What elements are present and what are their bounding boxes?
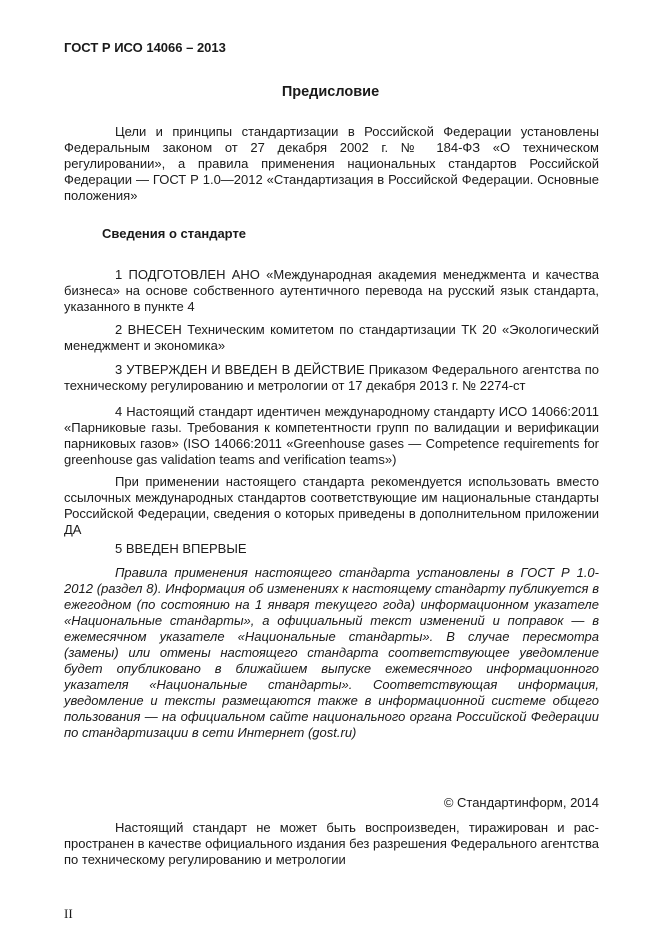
info-note: При применении настоящего стандарта рекомендуется использовать вместо ссылочных международных стандартов соответствующие им национальные стандарты Российской Федерации, сведения о которых приведены в дополнительном приложении ДА (64, 474, 599, 537)
standard-code-header: ГОСТ Р ИСО 14066 – 2013 (64, 40, 226, 55)
info-item-5: 5 ВВЕДЕН ВПЕРВЫЕ (115, 541, 247, 556)
info-item-1: 1 ПОДГОТОВЛЕН АНО «Международная академия менеджмента и качества бизнеса» на основе собственного аутентичного перевода на русский язык стандарта, указанного в пункте 4 (64, 267, 599, 314)
info-heading: Сведения о стандарте (102, 226, 247, 241)
info-item-4: 4 Настоящий стандарт идентичен международному стандарту ИСО 14066:2011 «Парниковые газы. Требования к компетентности групп по валидации и верификации парниковых газов» (ISO 14066:2011 «Greenhouse gases — Competence requirements for greenhouse gas validation teams and verification teams») (64, 404, 599, 467)
reproduction-notice: Настоящий стандарт не может быть воспроизведен, тиражирован и рас-пространен в качестве официального издания без разрешения Федерального агентства по техническому регулированию и метрологии (64, 820, 599, 867)
preface-title: Предисловие (281, 84, 380, 100)
copyright-line: © Стандартинформ, 2014 (443, 795, 599, 810)
info-item-2: 2 ВНЕСЕН Техническим комитетом по стандартизации ТК 20 «Экологический менеджмент и экономика» (64, 322, 599, 353)
preface-paragraph: Цели и принципы стандартизации в Российской Федерации установлены Федеральным законом от 27 декабря 2002 г. № 184-ФЗ «О техническом регулировании», а правила применения национальных стандартов Российской Федерации — ГОСТ Р 1.0—2012 «Стандартизация в Российской Федерации. Основные положения» (64, 124, 599, 203)
page-number: II (64, 906, 73, 921)
usage-rules-paragraph: Правила применения настоящего стандарта установлены в ГОСТ Р 1.0-2012 (раздел 8). Информация об изменениях к настоящему стандарту публикуется в ежегодном (по состоянию на 1 января текущего года) информационном указателе «Национальные стандарты», а официальный текст изменений и поправок — в ежемесячном указателе «Национальные стандарты». В случае пересмотра (замены) или отмены настоящего стандарта соответствующее уведомление будет опубликовано в ближайшем выпуске ежемесячного информационного указателя «Национальные стандарты». Соответствующая информация, уведомление и тексты размещаются также в информационной системе общего пользования — на официальном сайте национального органа Российской Федерации по стандартизации в сети Интернет (gost.ru) (64, 565, 599, 740)
info-item-3: 3 УТВЕРЖДЕН И ВВЕДЕН В ДЕЙСТВИЕ Приказом Федерального агентства по техническому регулированию и метрологии от 17 декабря 2013 г. № 2274-ст (64, 362, 599, 393)
